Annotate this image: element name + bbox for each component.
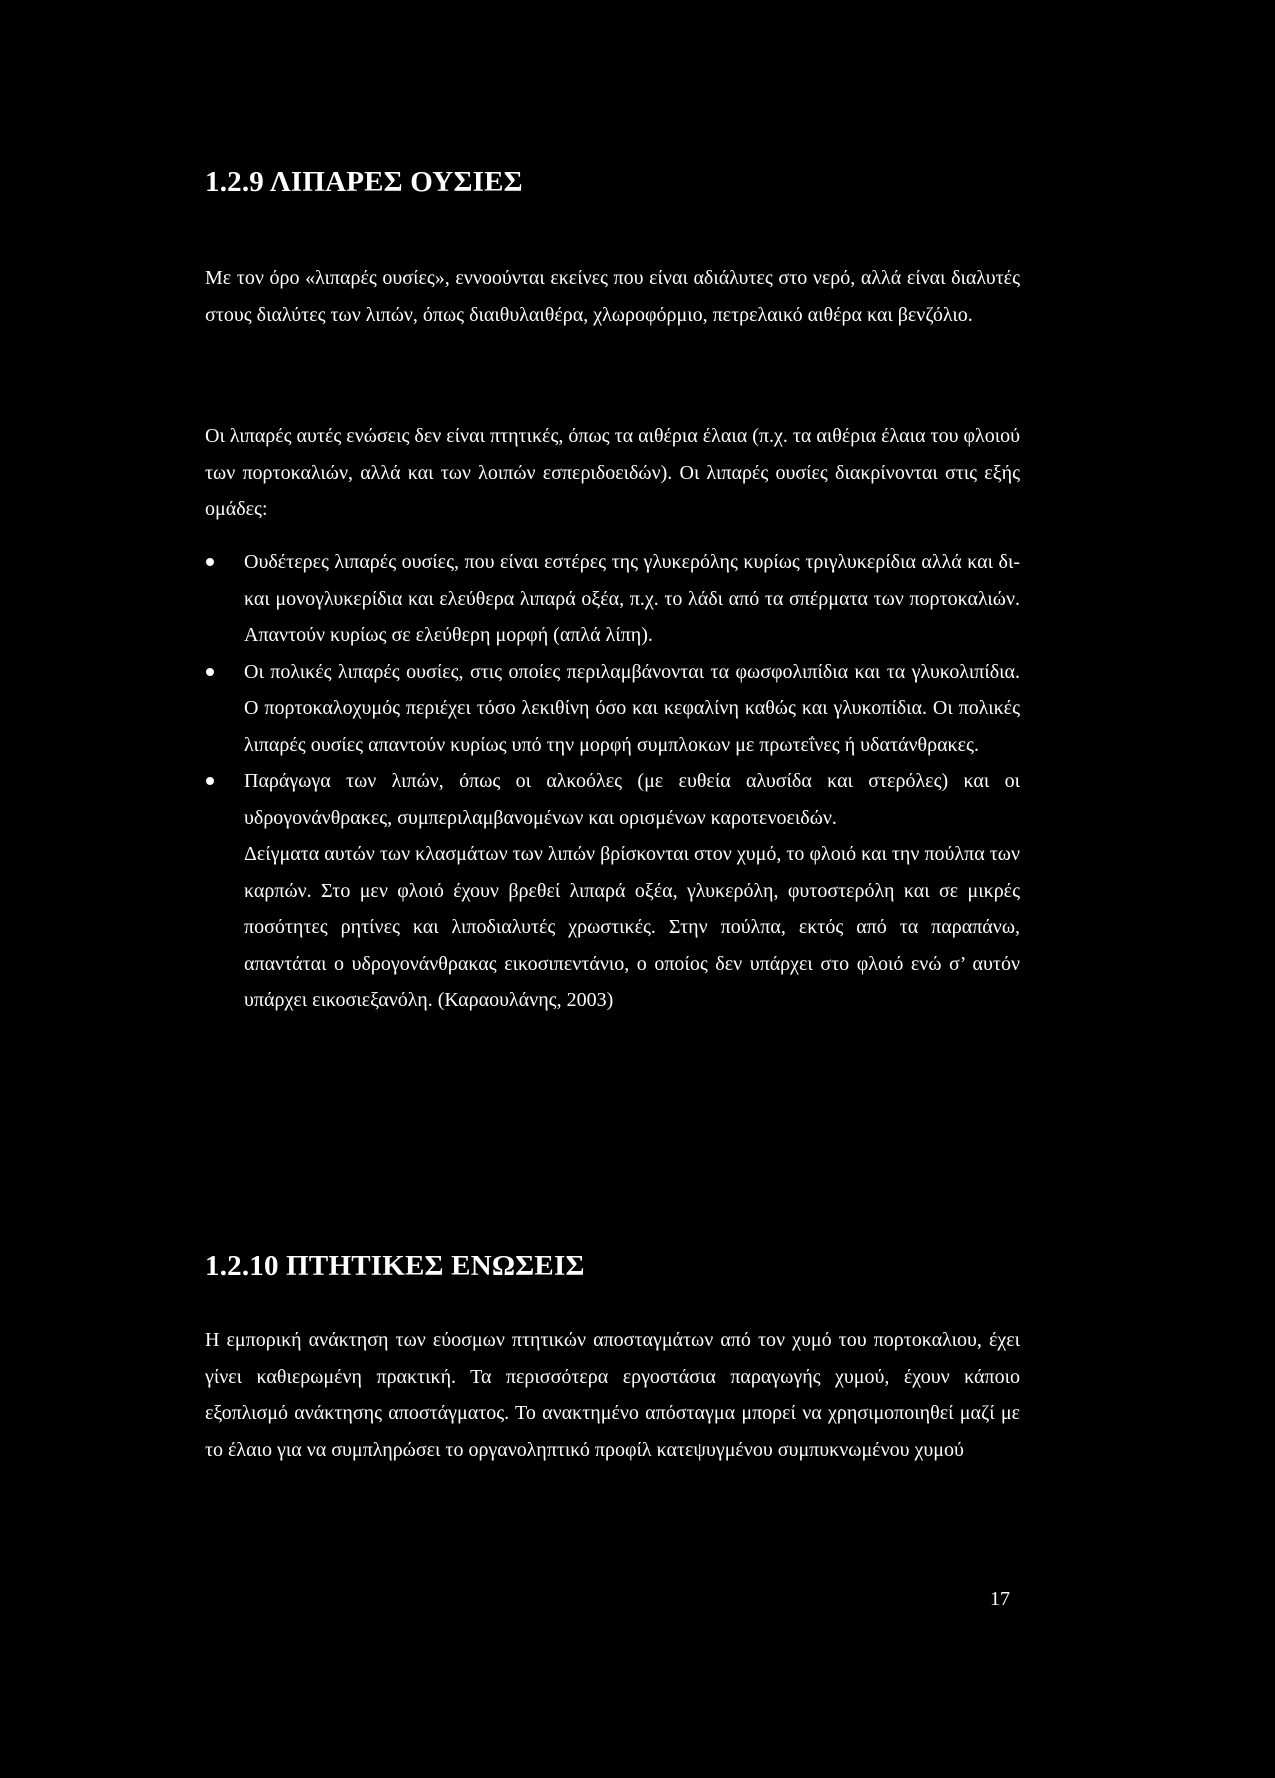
section-heading-lipids: 1.2.9 ΛΙΠΑΡΕΣ ΟΥΣΙΕΣ <box>205 166 523 198</box>
list-item-text: Οι πολικές λιπαρές ουσίες, στις οποίες περιλαμβάνονται τα φωσφολιπίδια και τα γλυκολιπίδια. Ο πορτοκαλοχυμός περιέχει τόσο λεκιθίνη όσο και κεφαλίνη καθώς και γλυκοπίδια. Οι πολικές λιπαρές ουσίες απαντούν κυρίως υπό την μορφή συμπλοκων με πρωτεΐνες ή υδατάνθρακες. <box>244 660 1020 756</box>
section-heading-volatile: 1.2.10 ΠΤΗΤΙΚΕΣ ΕΝΩΣΕΙΣ <box>205 1250 585 1282</box>
lipid-groups-paragraph-text: Οι λιπαρές αυτές ενώσεις δεν είναι πτητικές, όπως τα αιθέρια έλαια (π.χ. τα αιθέρια έλαια του φλοιού των πορτοκαλιών, αλλά και των λοιπών εσπεριδοειδών). Οι λιπαρές ουσίες διακρίνονται στις εξής ομάδες: <box>205 425 1020 520</box>
lipid-groups-list <box>205 544 1020 1019</box>
list-item <box>205 544 1020 654</box>
list-item-text: Ουδέτερες λιπαρές ουσίες, που είναι εστέρες της γλυκερόλης κυρίως τριγλυκερίδια αλλά και δι- και μονογλυκερίδια και ελεύθερα λιπαρά οξέα, π.χ. το λάδι από τα σπέρματα των πορτοκαλιών. Απαντούν κυρίως σε ελεύθερη μορφή (απλά λίπη). <box>244 551 1020 646</box>
list-item-continuation: Δείγματα αυτών των κλασμάτων των λιπών βρίσκονται στον χυμό, το φλοιό και την πούλπα των καρπών. Στο μεν φλοιό έχουν βρεθεί λιπαρά οξέα, γλυκερόλη, φυτοστερόλη και σε μικρές ποσότητες ρητίνες και λιποδιαλυτές χρωστικές. Στην πούλπα, εκτός από τα παραπάνω, απαντάται ο υδρογονάνθρακας εικοσιπεντάνιο, ο οποίος δεν υπάρχει στο φλοιό ενώ σ’ αυτόν υπάρχει εικοσιεξανόλη. (Καραουλάνης, 2003) <box>244 843 1020 1011</box>
lipid-groups-paragraph <box>205 418 1020 528</box>
bullet-icon <box>206 558 214 566</box>
list-item-text: Παράγωγα των λιπών, όπως οι αλκοόλες (με ευθεία αλυσίδα και στερόλες) και οι υδρογονάνθρακες, συμπεριλαμβανομένων και ορισμένων καροτενοειδών. <box>244 770 1020 829</box>
page-number: 17 <box>990 1588 1010 1610</box>
list-item <box>205 654 1020 764</box>
volatile-paragraph <box>205 1322 1020 1468</box>
list-item <box>205 763 1020 1019</box>
intro-paragraph <box>205 260 1020 333</box>
bullet-icon <box>206 777 214 785</box>
volatile-paragraph-text: Η εμπορική ανάκτηση των εύοσμων πτητικών αποσταγμάτων από τον χυμό του πορτοκαλιου, έχει γίνει καθιερωμένη πρακτική. Τα περισσότερα εργοστάσια παραγωγής χυμού, έχουν κάποιο εξοπλισμό ανάκτησης αποστάγματος. Το ανακτημένο απόσταγμα μπορεί να χρησιμοποιηθεί μαζί με το έλαιο για να συμπληρώσει το οργανοληπτικό προφίλ κατεψυγμένου συμπυκνωμένου χυμού <box>205 1329 1020 1461</box>
bullet-icon <box>206 668 214 676</box>
intro-paragraph-text: Με τον όρο «λιπαρές ουσίες», εννοούνται εκείνες που είναι αδιάλυτες στο νερό, αλλά είναι διαλυτές στους διαλύτες των λιπών, όπως διαιθυλαιθέρα, χλωροφόρμιο, πετρελαικό αιθέρα και βενζόλιο. <box>205 267 1020 326</box>
